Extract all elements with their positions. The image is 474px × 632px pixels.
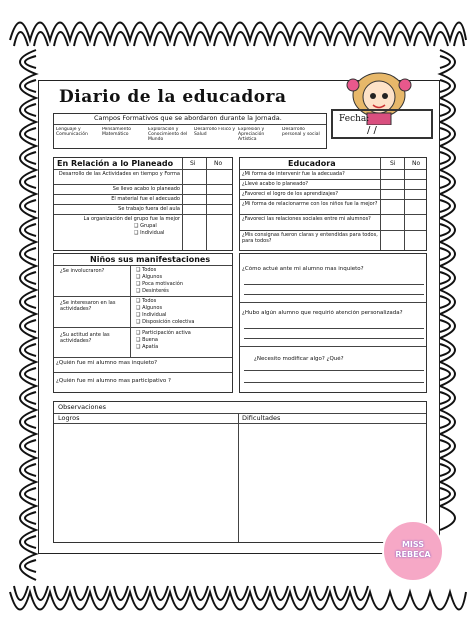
right-q1: ¿Cómo actué ante mi alumno mas inquieto?: [242, 266, 364, 272]
page-title: Diario de la educadora: [59, 87, 287, 107]
planeado-row-4: Se trabajo fuera del aula: [118, 206, 180, 212]
fecha-value: / /: [367, 125, 377, 136]
educadora-row-6: ¿Mis consignas fueron claras y entendidas para todos, para todos?: [242, 232, 378, 244]
ninos-q2: ¿Se interesaron en las actividades?: [60, 300, 116, 312]
q1-option-1[interactable]: ❑ Todos: [136, 267, 157, 273]
ninos-table: [53, 253, 233, 393]
option-grupal[interactable]: ❑ Grupal: [134, 223, 157, 229]
educadora-si: Sí: [390, 160, 396, 167]
watermark-text: MISS REBECA: [395, 540, 431, 559]
q2-option-3[interactable]: ❑ Individual: [136, 312, 167, 318]
educadora-row-5: ¿Favorecí las relaciones sociales entre mi alumnos?: [242, 216, 371, 222]
educadora-row-4: ¿Mi forma de relacionarme con los niños fue la mejor?: [242, 201, 378, 207]
q2-option-4[interactable]: ❑ Disposición colectiva: [136, 319, 195, 325]
dificultades-label: Dificultades: [242, 415, 281, 422]
planeado-row-1: Desarrollo de las Actividades en tiempo y Forma: [58, 171, 180, 177]
educadora-no: No: [412, 160, 421, 167]
q3-option-3[interactable]: ❑ Apatía: [136, 344, 159, 350]
right-q3: ¿Necesito modificar algo? ¿Qué?: [254, 356, 344, 362]
campos-box: [53, 113, 327, 149]
campo-4: Desarrollo Físico y Salud: [194, 127, 236, 137]
logros-label: Logros: [58, 415, 80, 422]
fecha-label: Fecha:: [339, 114, 370, 124]
campo-6: Desarrollo personal y social: [282, 127, 320, 137]
miss-rebeca-badge: [382, 520, 444, 582]
campos-title: Campos Formativos que se abordaron durante la Jornada.: [94, 115, 282, 122]
q1-option-4[interactable]: ❑ Desinterés: [136, 288, 169, 294]
educadora-row-3: ¿Favorecí el logro de los aprendizajes?: [242, 191, 339, 197]
campo-5: Expresión y Apreciación Artística: [238, 127, 265, 142]
q2-option-1[interactable]: ❑ Todos: [136, 298, 157, 304]
right-q2: ¿Hubo algún alumno que requirió atención personalizada?: [242, 310, 403, 316]
campo-2: Pensamiento Matemático: [102, 127, 132, 137]
right-questions: [239, 253, 427, 393]
observaciones-header: Observaciones: [58, 404, 106, 411]
q3-option-1[interactable]: ❑ Participación activa: [136, 330, 191, 336]
educadora-table: [239, 157, 427, 251]
q2-option-2[interactable]: ❑ Algunos: [136, 305, 163, 311]
campo-3: Exploración y Conocimiento del Mundo: [148, 127, 188, 142]
diary-sheet: [38, 80, 440, 554]
ninos-q1: ¿Se involucraron?: [60, 268, 105, 274]
option-individual[interactable]: ❑ Individual: [134, 230, 165, 236]
ninos-q4: ¿Quién fue mi alumno mas inquieto?: [56, 360, 158, 366]
planeado-si: Sí: [190, 160, 196, 167]
planeado-header: En Relación a lo Planeado: [57, 159, 174, 168]
planeado-row-3: El material fue el adecuado: [111, 196, 180, 202]
q1-option-3[interactable]: ❑ Poca motivación: [136, 281, 184, 287]
planeado-table: [53, 157, 233, 251]
planeado-row-5: La organización del grupo fue la mejor: [83, 216, 180, 222]
ninos-q3: ¿Su actitud ante las actividades?: [60, 332, 110, 344]
q1-option-2[interactable]: ❑ Algunos: [136, 274, 163, 280]
educadora-row-1: ¿Mi forma de intervenir fue la adecuada?: [242, 171, 345, 177]
observaciones-box: [53, 401, 427, 543]
ninos-q5: ¿Quién fue mi alumno mas participativo ?: [56, 378, 171, 384]
q3-option-2[interactable]: ❑ Buena: [136, 337, 158, 343]
campo-1: Lenguaje y Comunicación: [56, 127, 88, 137]
educadora-header: Educadora: [288, 159, 336, 168]
educadora-row-2: ¿Llevé acabo lo planeado?: [242, 181, 309, 187]
ninos-header: Niños sus manifestaciones: [90, 255, 211, 264]
planeado-no: No: [214, 160, 223, 167]
planeado-row-2: Se llevo acabo lo planeado: [112, 186, 180, 192]
fecha-box: [331, 109, 433, 139]
